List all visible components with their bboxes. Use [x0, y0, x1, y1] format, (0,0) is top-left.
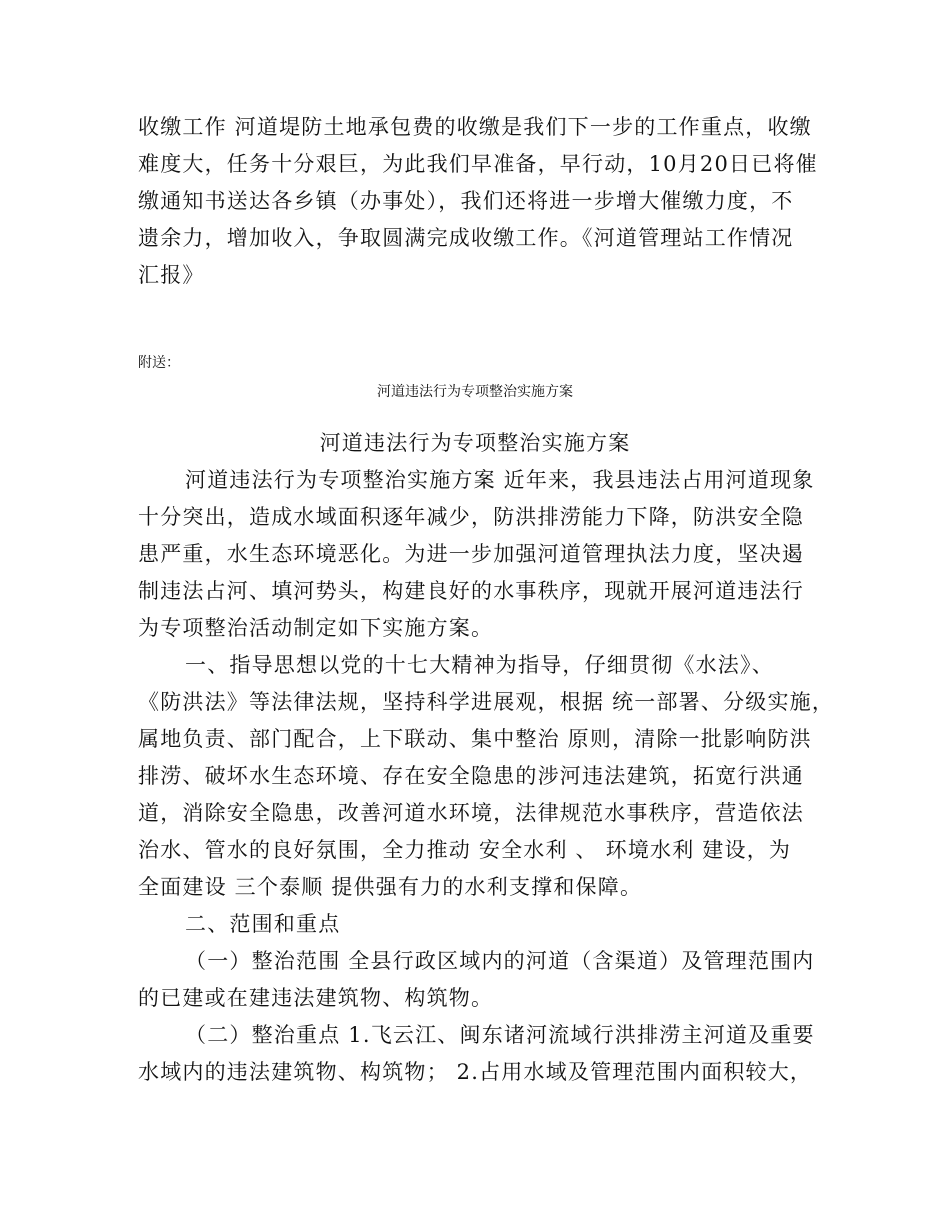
section-heading: 二、范围和重点 [185, 912, 341, 936]
text-line: 水域内的违法建筑物、构筑物； 2.占用水域及管理范围内面积较大， [138, 1060, 813, 1084]
text-line: （一）整治范围 全县行政区域内的河道（含渠道）及管理范围内 [185, 949, 815, 973]
text-line: 属地负责、部门配合，上下联动、集中整治 原则，清除一批影响防洪 [138, 727, 812, 751]
text-line: 河道违法行为专项整治实施方案 近年来，我县违法占用河道现象 [185, 468, 815, 492]
text-line: 《防洪法》等法律法规，坚持科学进展观，根据 统一部署、分级实施， [138, 690, 835, 714]
text-line: 收缴工作 河道堤防土地承包费的收缴是我们下一步的工作重点，收缴 [138, 115, 812, 139]
text-line: （二）整治重点 1.飞云江、闽东诸河流域行洪排涝主河道及重要 [185, 1023, 815, 1047]
document-title: 河道违法行为专项整治实施方案 [319, 431, 631, 455]
text-line: 为专项整治活动制定如下实施方案。 [138, 616, 494, 640]
text-line: 一、指导思想以党的十七大精神为指导，仔细贯彻《水法》、 [185, 653, 774, 677]
text-line: 缴通知书送达各乡镇（办事处），我们还将进一步增大催缴力度，不 [138, 189, 794, 213]
text-line: 患严重，水生态环境恶化。为进一步加强河道管理执法力度，坚决遏 [138, 542, 804, 566]
attachment-label: 附送： [138, 355, 180, 371]
text-line: 制违法占河、填河势头，构建良好的水事秩序，现就开展河道违法行 [138, 579, 804, 603]
small-title: 河道违法行为专项整治实施方案 [377, 384, 573, 400]
text-line: 排涝、破坏水生态环境、存在安全隐患的涉河违法建筑，拓宽行洪通 [138, 764, 804, 788]
text-line: 遗余力，增加收入，争取圆满完成收缴工作。《河道管理站工作情况 [138, 226, 794, 250]
text-line: 的已建或在建违法建筑物、构筑物。 [138, 986, 494, 1010]
text-line: 汇报》 [138, 263, 205, 287]
text-line: 十分突出，造成水域面积逐年减少，防洪排涝能力下降，防洪安全隐 [138, 505, 804, 529]
text-line: 道，消除安全隐患，改善河道水环境，法律规范水事秩序，营造依法 [138, 801, 804, 825]
text-line: 难度大，任务十分艰巨，为此我们早准备，早行动，10月20日已将催 [138, 152, 818, 176]
text-line: 全面建设 三个泰顺 提供强有力的水利支撑和保障。 [138, 875, 643, 899]
text-line: 治水、管水的良好氛围，全力推动 安全水利 、 环境水利 建设，为 [138, 838, 792, 862]
